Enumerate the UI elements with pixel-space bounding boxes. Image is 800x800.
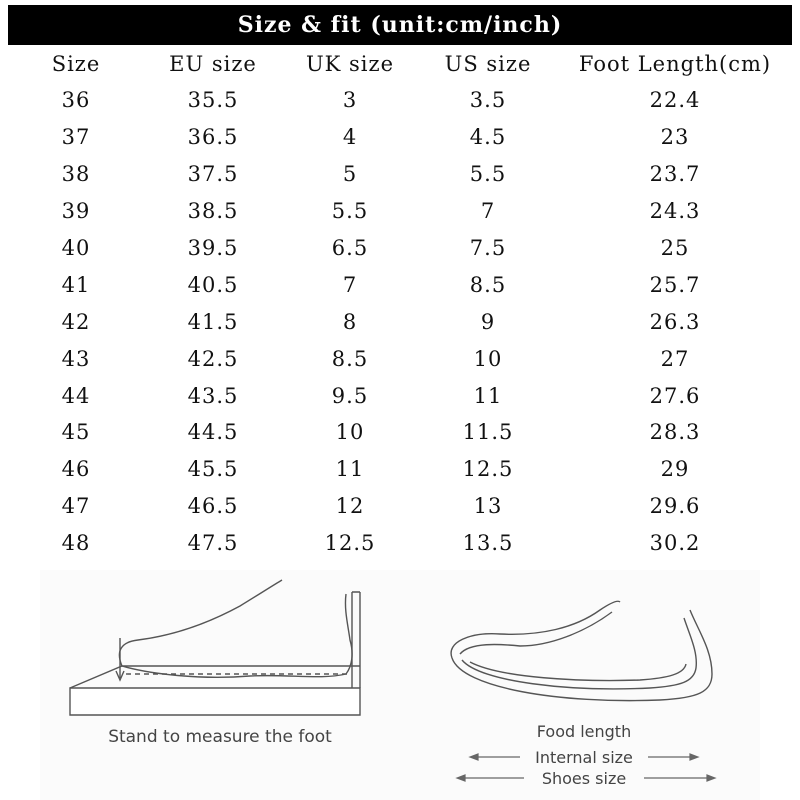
diagram-background xyxy=(40,570,760,800)
table-row xyxy=(8,303,792,340)
cell-eu-size: 47.5 xyxy=(187,531,239,556)
table-row xyxy=(8,230,792,267)
column-header-eu-size: EU size xyxy=(169,52,257,76)
cell-foot-length: 23.7 xyxy=(649,162,701,187)
cell-uk-size: 6.5 xyxy=(331,236,369,260)
cell-us-size: 13 xyxy=(473,494,503,519)
cell-uk-size: 7 xyxy=(342,272,358,297)
cell-uk-size: 4 xyxy=(342,125,358,150)
cell-us-size: 3.5 xyxy=(469,88,507,113)
cell-eu-size: 35.5 xyxy=(187,88,239,113)
table-row xyxy=(8,340,792,377)
cell-eu-size: 40.5 xyxy=(187,272,239,297)
cell-foot-length: 23 xyxy=(660,125,690,150)
table-row xyxy=(8,156,792,193)
cell-foot-length: 29.6 xyxy=(649,494,701,519)
cell-foot-length: 24.3 xyxy=(649,199,701,224)
cell-us-size: 12.5 xyxy=(462,457,514,482)
cell-uk-size: 8.5 xyxy=(331,346,369,371)
cell-size: 39 xyxy=(61,199,91,224)
column-header-us-size: US size xyxy=(444,52,532,76)
cell-us-size: 11.5 xyxy=(462,420,514,445)
cell-eu-size: 36.5 xyxy=(187,125,239,150)
label-food-length: Food length xyxy=(536,722,632,741)
cell-size: 40 xyxy=(61,236,91,260)
cell-eu-size: 45.5 xyxy=(187,457,239,482)
cell-uk-size: 12.5 xyxy=(324,531,376,556)
cell-us-size: 4.5 xyxy=(469,125,507,150)
cell-us-size: 10 xyxy=(473,346,503,371)
measurement-diagram xyxy=(0,570,800,800)
cell-size: 47 xyxy=(61,494,91,519)
table-row xyxy=(8,193,792,230)
label-internal-size: Internal size xyxy=(535,748,633,767)
cell-foot-length: 25.7 xyxy=(649,272,701,297)
cell-size: 46 xyxy=(61,457,91,482)
column-header-uk-size: UK size xyxy=(305,52,395,76)
cell-uk-size: 5 xyxy=(342,162,358,187)
cell-foot-length: 27.6 xyxy=(649,383,701,408)
cell-us-size: 9 xyxy=(480,309,496,334)
floor-board xyxy=(70,688,360,715)
table-row xyxy=(8,82,792,119)
cell-us-size: 7 xyxy=(480,199,496,224)
cell-foot-length: 26.3 xyxy=(649,309,701,334)
cell-size: 37 xyxy=(61,125,91,150)
table-body xyxy=(8,82,792,562)
cell-us-size: 7.5 xyxy=(469,236,507,260)
table-row xyxy=(8,119,792,156)
cell-foot-length: 28.3 xyxy=(649,420,701,445)
label-shoes-size: Shoes size xyxy=(541,769,627,788)
cell-eu-size: 44.5 xyxy=(187,420,239,445)
cell-uk-size: 9.5 xyxy=(331,383,369,408)
cell-eu-size: 39.5 xyxy=(187,236,239,260)
table-header-row xyxy=(8,46,792,82)
table-row xyxy=(8,488,792,525)
chart-title: Size & fit (unit:cm/inch) xyxy=(8,5,792,45)
cell-size: 44 xyxy=(61,383,91,408)
column-header-foot-length: Foot Length(cm) xyxy=(578,52,772,76)
cell-eu-size: 42.5 xyxy=(187,346,239,371)
table-row xyxy=(8,525,792,562)
cell-us-size: 11 xyxy=(473,383,503,408)
cell-foot-length: 27 xyxy=(660,346,690,371)
cell-uk-size: 11 xyxy=(335,457,365,482)
cell-foot-length: 22.4 xyxy=(649,88,701,113)
measurement-diagram-svg xyxy=(0,570,800,800)
table-row xyxy=(8,451,792,488)
cell-size: 41 xyxy=(61,272,91,297)
cell-size: 36 xyxy=(61,88,91,113)
cell-eu-size: 37.5 xyxy=(187,162,239,187)
cell-uk-size: 10 xyxy=(335,420,365,445)
cell-size: 45 xyxy=(61,420,91,445)
cell-uk-size: 8 xyxy=(342,309,358,334)
cell-us-size: 8.5 xyxy=(469,272,507,297)
cell-size: 42 xyxy=(61,309,91,334)
cell-foot-length: 25 xyxy=(660,236,690,260)
cell-uk-size: 3 xyxy=(342,88,358,113)
cell-foot-length: 29 xyxy=(660,457,690,482)
table-row xyxy=(8,377,792,414)
cell-us-size: 5.5 xyxy=(469,162,507,187)
table-row xyxy=(8,266,792,303)
cell-eu-size: 46.5 xyxy=(187,494,239,519)
cell-eu-size: 43.5 xyxy=(187,383,239,408)
cell-size: 48 xyxy=(61,531,91,556)
cell-size: 43 xyxy=(61,346,91,371)
cell-us-size: 13.5 xyxy=(462,531,514,556)
cell-uk-size: 12 xyxy=(335,494,365,519)
cell-eu-size: 38.5 xyxy=(187,199,239,224)
column-header-size: Size xyxy=(51,52,101,76)
cell-foot-length: 30.2 xyxy=(649,531,701,556)
cell-eu-size: 41.5 xyxy=(187,309,239,334)
size-table xyxy=(8,46,792,562)
cell-size: 38 xyxy=(61,162,91,187)
table-row xyxy=(8,414,792,451)
left-caption: Stand to measure the foot xyxy=(108,727,332,747)
cell-uk-size: 5.5 xyxy=(331,199,369,224)
